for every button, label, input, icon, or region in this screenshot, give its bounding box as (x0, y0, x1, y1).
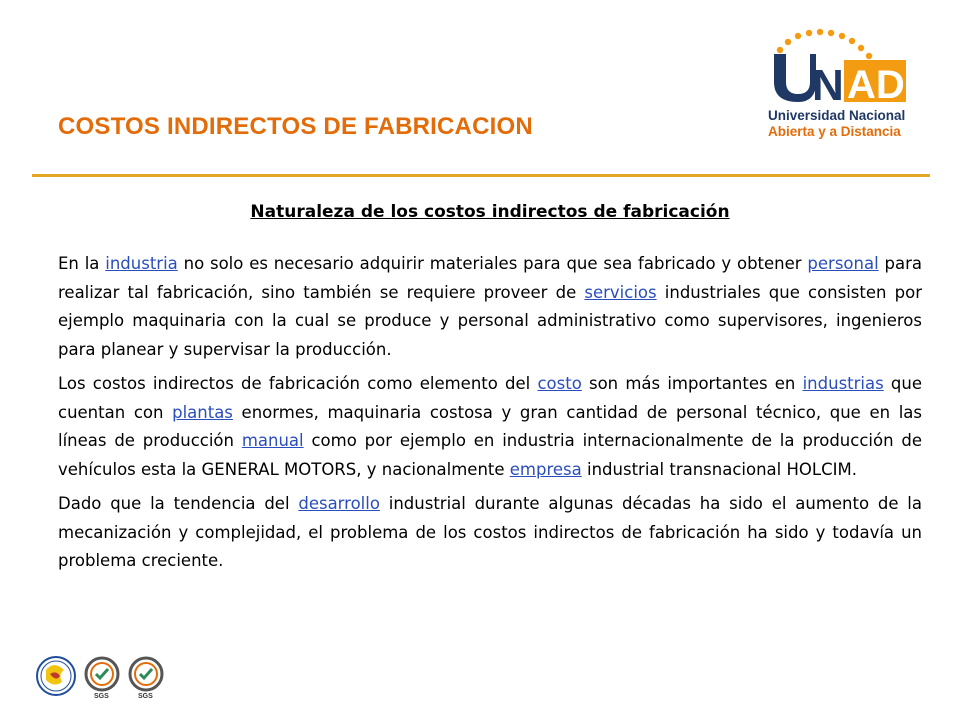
logo-line-2: Abierta y a Distancia (768, 124, 901, 139)
paragraph-1 (58, 250, 922, 364)
link-manual[interactable]: manual (241, 431, 304, 450)
slide-content (58, 202, 922, 582)
unad-logo (760, 28, 920, 153)
paragraph-text: Dado que la tendencia del (58, 494, 299, 513)
paragraph-text: En la (58, 254, 106, 273)
paragraph-text: como por ejemplo en industria internacionalmente de la producción de vehículos esta la GENERAL MOTORS, y nacionalmente (58, 431, 923, 479)
logo-line-1: Universidad Nacional (768, 108, 906, 123)
svg-text:AD: AD (847, 63, 905, 107)
paragraph-text: para realizar tal fabricación, sino también se requiere proveer de (58, 254, 922, 302)
link-industria[interactable]: industria (105, 254, 178, 273)
link-plantas[interactable]: plantas (172, 402, 233, 422)
sgs-label: SGS (94, 693, 109, 700)
link-industrias[interactable]: industrias (802, 374, 884, 393)
paragraph-text: industrial durante algunas décadas ha sido el aumento de la mecanización y complejidad, el problema de los costos indirectos de fabricación ha sido y todavía un problema creciente. (58, 494, 922, 570)
paragraph-text: industriales que consisten por ejemplo maquinaria con la cual se produce y personal administrativo como supervisores, ingenieros para planear y supervisar la producción. (58, 282, 922, 359)
paragraph-text: no solo es necesario adquirir materiales para que sea fabricado y obtener (177, 254, 808, 273)
section-subheading: Naturaleza de los costos indirectos de fabricación (250, 202, 730, 222)
sgs-label: SGS (138, 693, 153, 700)
sgs-certification-icon (130, 658, 162, 700)
unad-logo-mark (760, 28, 920, 108)
page-title: COSTOS INDIRECTOS DE FABRICACION (58, 113, 533, 140)
paragraph-text: son más importantes en (581, 374, 803, 393)
paragraph-3 (58, 490, 922, 576)
link-servicios[interactable]: servicios (584, 282, 657, 302)
link-personal[interactable]: personal (807, 254, 879, 273)
link-empresa[interactable]: empresa (509, 459, 582, 479)
paragraph-text: Los costos indirectos de fabricación como elemento del (58, 374, 538, 393)
svg-text:N: N (812, 61, 844, 108)
paragraph-2 (58, 370, 922, 484)
paragraph-text: industrial transnacional HOLCIM. (581, 459, 857, 479)
sgs-certification-icon (86, 658, 118, 700)
link-desarrollo[interactable]: desarrollo (298, 494, 380, 513)
certification-logos (34, 652, 174, 702)
colombia-seal-icon (37, 657, 75, 695)
title-divider (32, 174, 930, 177)
paragraph-text: que cuentan con (58, 374, 922, 422)
paragraph-text: enormes, maquinaria costosa y gran cantidad de personal técnico, que en las líneas de producción (58, 402, 922, 450)
link-costo[interactable]: costo (537, 374, 582, 393)
